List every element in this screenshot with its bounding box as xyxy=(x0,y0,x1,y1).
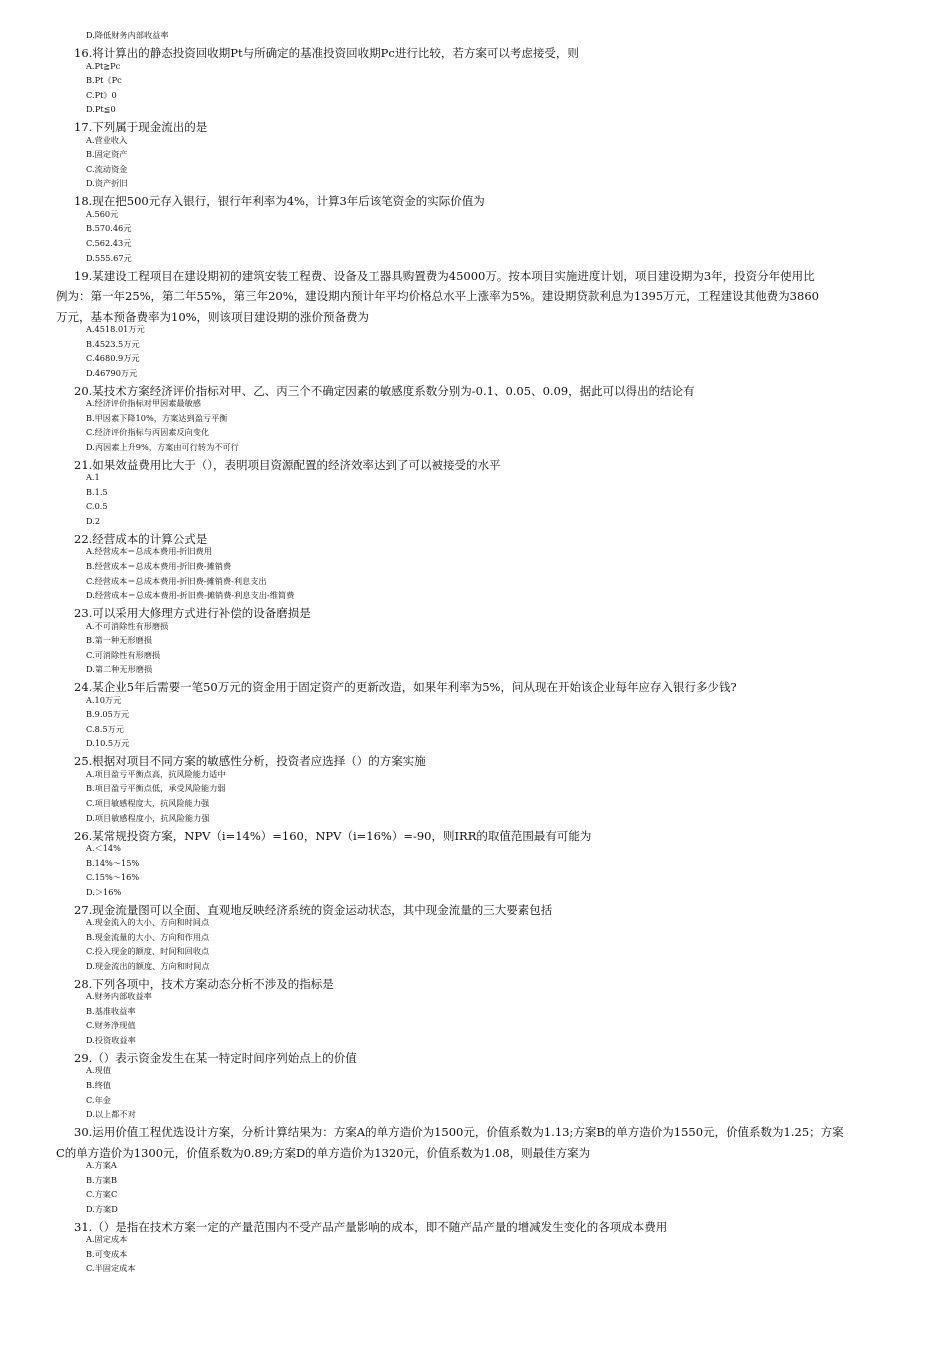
answer-option: A.固定成本 xyxy=(86,1234,128,1245)
answer-option: A.4518.01万元 xyxy=(86,324,145,334)
answer-option: B.570.46元 xyxy=(86,223,132,234)
question-stem-continuation: C的单方造价为1300元，价值系数为0.89;方案D的单方造价为1320元，价值系数为1.08，则最佳方案为 xyxy=(56,1145,591,1160)
answer-option: D.10.5万元 xyxy=(86,738,130,749)
answer-option: D.资产折旧 xyxy=(86,178,128,189)
answer-option: D.经营成本＝总成本费用-折旧费-摊销费-利息支出-维简费 xyxy=(86,590,295,600)
answer-option: C.经营成本＝总成本费用-折旧费-摊销费-利息支出 xyxy=(86,575,267,586)
answer-option: C.可消除性有形磨损 xyxy=(86,649,161,660)
answer-option: A.不可消除性有形磨损 xyxy=(86,620,169,631)
answer-option: C.财务净现值 xyxy=(86,1020,136,1031)
answer-option: A.现值 xyxy=(86,1065,111,1076)
answer-option: B.可变成本 xyxy=(86,1248,128,1259)
question-stem: 18.现在把500元存入银行，银行年利率为4%，计算3年后该笔资金的实际价值为 xyxy=(74,194,485,209)
question-stem-continuation: 例为：第一年25%，第二年55%，第三年20%，建设期内预计年平均价格总水平上涨率为5%。建设期贷款利息为1395万元，工程建设其他费为3860 xyxy=(56,289,819,303)
answer-option: A.Pt≧Pc xyxy=(86,60,121,71)
answer-option: A.项目盈亏平衡点高，抗风险能力适中 xyxy=(86,768,226,779)
answer-option: D.Pt≦0 xyxy=(86,104,116,115)
answer-option: C.15%～16% xyxy=(86,872,140,883)
answer-option: D.降低财务内部收益率 xyxy=(86,30,169,40)
answer-option: B.现金流量的大小、方向和作用点 xyxy=(86,931,210,942)
answer-option: D.2 xyxy=(86,515,101,526)
answer-option: B.固定资产 xyxy=(86,149,128,160)
answer-option: A.方案A xyxy=(86,1160,117,1171)
answer-option: A.财务内部收益率 xyxy=(86,991,152,1002)
answer-option: D.投资收益率 xyxy=(86,1034,136,1045)
answer-option: D.现金流出的额度、方向和时间点 xyxy=(86,960,210,971)
answer-option: C.经济评价指标与丙因素反向变化 xyxy=(86,427,210,438)
answer-option: C.年金 xyxy=(86,1094,111,1105)
answer-option: B.4523.5万元 xyxy=(86,338,140,349)
question-stem: 19.某建设工程项目在建设期初的建筑安装工程费、设备及工器具购置费为45000万。按本项目实施进度计划，项目建设期为3年，投资分年使用比 xyxy=(74,268,815,283)
answer-option: D.46790万元 xyxy=(86,367,138,378)
question-stem: 23.可以采用大修理方式进行补偿的设备磨损是 xyxy=(74,606,311,620)
answer-option: A.营业收入 xyxy=(86,134,128,145)
question-stem: 24.某企业5年后需要一笔50万元的资金用于固定资产的更新改造，如果年利率为5%，问从现在开始该企业每年应存入银行多少钱? xyxy=(74,680,737,695)
answer-option: C.方案C xyxy=(86,1189,118,1200)
question-stem: 17.下列属于现金流出的是 xyxy=(74,120,208,135)
answer-option: A.现金流入的大小、方向和时间点 xyxy=(86,917,210,928)
question-stem: 27.现金流量图可以全面、直观地反映经济系统的资金运动状态，其中现金流量的三大要素包括 xyxy=(74,902,553,917)
answer-option: D.第二种无形磨损 xyxy=(86,664,153,675)
answer-option: B.终值 xyxy=(86,1080,111,1090)
answer-option: C.项目敏感程度大，抗风险能力强 xyxy=(86,797,210,808)
answer-option: A.1 xyxy=(86,472,100,483)
question-stem: 21.如果效益费用比大于（），表明项目资源配置的经济效率达到了可以被接受的水平 xyxy=(74,457,501,472)
question-stem: 16.将计算出的静态投资回收期Pt与所确定的基准投资回收期Pc进行比较，若方案可以考虑接受，则 xyxy=(74,46,579,60)
answer-option: C.4680.9万元 xyxy=(86,353,140,364)
question-stem: 31.（）是指在技术方案一定的产量范围内不受产品产量影响的成本，即不随产品产量的增减发生变化的各项成本费用 xyxy=(74,1219,668,1234)
answer-option: A.＜14% xyxy=(86,843,121,853)
answer-option: B.Pt《Pc xyxy=(86,75,122,85)
question-stem: 30.运用价值工程优选设计方案，分析计算结果为：方案A的单方造价为1500元，价值系数为1.13;方案B的单方造价为1550元，价值系数为1.25；方案 xyxy=(74,1125,844,1140)
answer-option: D.项目敏感程度小，抗风险能力强 xyxy=(86,812,210,823)
answer-option: C.半固定成本 xyxy=(86,1263,136,1274)
question-stem: 25.根据对项目不同方案的敏感性分析，投资者应选择（）的方案实施 xyxy=(74,754,426,769)
answer-option: A.10万元 xyxy=(86,694,122,705)
question-stem: 29.（）表示资金发生在某一特定时间序列始点上的价值 xyxy=(74,1050,357,1065)
answer-option: C.8.5万元 xyxy=(86,723,124,734)
answer-option: B.方案B xyxy=(86,1174,118,1185)
answer-option: B.项目盈亏平衡点低，承受风险能力弱 xyxy=(86,783,226,794)
question-stem: 22.经营成本的计算公式是 xyxy=(74,531,208,546)
answer-option: C.投入现金的额度、时间和回收点 xyxy=(86,946,210,957)
answer-option: D.丙因素上升9%，方案由可行转为不可行 xyxy=(86,441,239,452)
answer-option: A.560元 xyxy=(86,208,119,219)
answer-option: B.经营成本＝总成本费用-折旧费-摊销费 xyxy=(86,561,232,571)
answer-option: C.流动资金 xyxy=(86,163,128,174)
answer-option: A.经济评价指标对甲因素最敏感 xyxy=(86,398,201,409)
answer-option: B.基准收益率 xyxy=(86,1005,136,1016)
answer-option: B.甲因素下降10%，方案达到盈亏平衡 xyxy=(86,412,228,423)
answer-option: D.＞16% xyxy=(86,886,122,897)
question-stem: 20.某技术方案经济评价指标对甲、乙、丙三个不确定因素的敏感度系数分别为-0.1、0.05、0.09，据此可以得出的结论有 xyxy=(74,383,695,398)
answer-option: B.第一种无形磨损 xyxy=(86,635,152,646)
answer-option: C.562.43元 xyxy=(86,237,132,248)
question-stem-continuation: 万元，基本预备费率为10%，则该项目建设期的涨价预备费为 xyxy=(56,309,370,324)
answer-option: C.Pt》0 xyxy=(86,89,117,100)
answer-option: B.9.05万元 xyxy=(86,709,130,720)
answer-option: B.1.5 xyxy=(86,486,108,497)
answer-option: B.14%～15% xyxy=(86,857,140,868)
answer-option: A.经营成本＝总成本费用-折旧费用 xyxy=(86,546,212,557)
answer-option: D.以上都不对 xyxy=(86,1109,136,1120)
answer-option: C.0.5 xyxy=(86,501,108,512)
question-stem: 26.某常规投资方案，NPV（i=14%）=160，NPV（i=16%）=-90，则IRR的取值范围最有可能为 xyxy=(74,828,592,843)
answer-option: D.方案D xyxy=(86,1203,118,1214)
answer-option: D.555.67元 xyxy=(86,252,132,263)
question-stem: 28.下列各项中，技术方案动态分析不涉及的指标是 xyxy=(74,976,334,991)
